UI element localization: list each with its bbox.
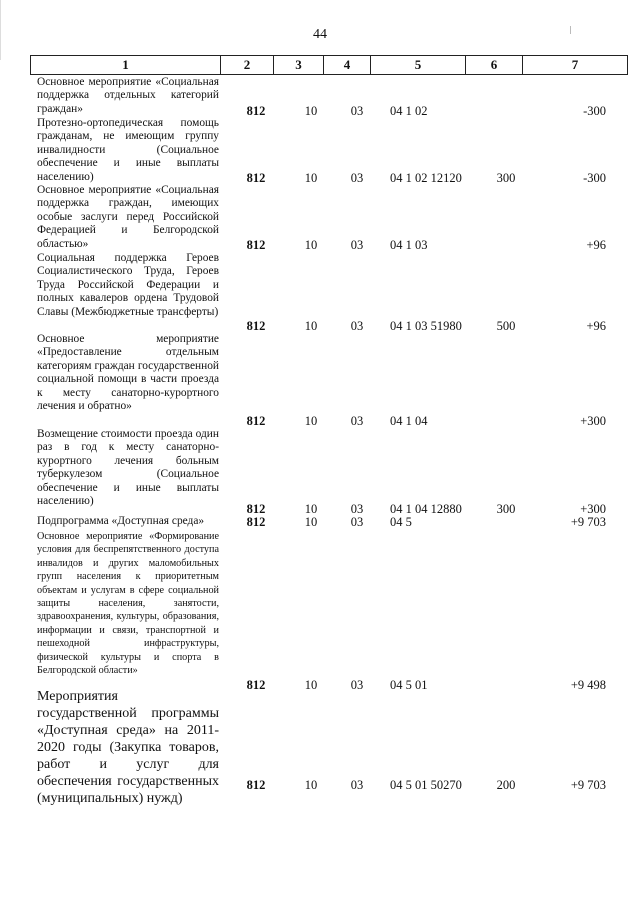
row-subsection: 03 [350, 678, 364, 692]
row-subsection: 03 [350, 515, 364, 529]
row-admin-code: 812 [246, 104, 266, 118]
row-target-article: 04 1 02 12120 [390, 171, 462, 185]
header-col-6: 6 [466, 56, 523, 74]
header-col-1: 1 [31, 56, 221, 74]
header-col-2: 2 [221, 56, 274, 74]
row-section: 10 [304, 238, 318, 252]
row-admin-code: 812 [246, 414, 266, 428]
row-description: Основное мероприятие «Социальная поддержка граждан, имеющих особые заслуги перед Российской Федерацией и Белгородской областью» [37, 184, 219, 250]
row-admin-code: 812 [246, 171, 266, 185]
row-expense-type: 200 [496, 778, 516, 792]
row-section: 10 [304, 678, 318, 692]
row-amount: +96 [586, 238, 606, 252]
row-target-article: 04 1 03 [390, 238, 428, 252]
row-description: Основное мероприятие «Формирование условия для беспрепятственного доступа инвалидов и других маломобильных групп населения к приоритетным объектам и услугам в сфере социальной защиты населения, занятости, здравоохранения, культуры, образования, информации и связи, транспортной и пешеходной инфраструктуры, физической культуры и спорта в Белгородской области» [37, 531, 219, 677]
row-description: Социальная поддержка Героев Социалистического Труда, Героев Труда Российской Федерации и полных кавалеров ордена Трудовой Славы (Межбюджетные трансферты) [37, 252, 219, 318]
row-expense-type: 300 [496, 171, 516, 185]
row-amount: +9 703 [570, 778, 606, 792]
row-expense-type: 300 [496, 502, 516, 516]
row-description: Протезно-ортопедическая помощь гражданам, не имеющим группу инвалидности (Социальное обеспечение и иные выплаты населению) [37, 117, 219, 183]
row-expense-type: 500 [496, 319, 516, 333]
row-amount: +300 [580, 414, 606, 428]
row-description: Основное мероприятие «Социальная поддержка отдельных категорий граждан» [37, 76, 219, 115]
row-target-article: 04 5 [390, 515, 412, 529]
row-target-article: 04 5 01 [390, 678, 428, 692]
row-admin-code: 812 [246, 502, 266, 516]
row-admin-code: 812 [246, 238, 266, 252]
row-target-article: 04 1 04 [390, 414, 428, 428]
row-subsection: 03 [350, 414, 364, 428]
row-amount: -300 [583, 171, 606, 185]
row-description: Мероприятия государственной программы «Доступная среда» на 2011-2020 годы (Закупка товаров, работ и услуг для обеспечения государственных (муниципальных) нужд) [37, 689, 219, 806]
header-col-7: 7 [571, 57, 579, 72]
row-subsection: 03 [350, 319, 364, 333]
row-subsection: 03 [350, 502, 364, 516]
row-subsection: 03 [350, 238, 364, 252]
header-col-3: 3 [274, 56, 324, 74]
row-admin-code: 812 [246, 778, 266, 792]
row-admin-code: 812 [246, 515, 266, 529]
row-section: 10 [304, 414, 318, 428]
row-target-article: 04 1 03 51980 [390, 319, 462, 333]
row-target-article: 04 1 02 [390, 104, 428, 118]
row-description: Основное мероприятие «Предоставление отдельным категориям граждан государственной социальной помощи в части проезда к месту санаторно-курортного лечения и обратно» [37, 333, 219, 413]
row-target-article: 04 1 04 12880 [390, 502, 462, 516]
header-col-4: 4 [324, 56, 371, 74]
row-description: Возмещение стоимости проезда один раз в год к месту санаторно-курортного лечения больным туберкулезом (Социальное обеспечение и иные выплаты населению) [37, 428, 219, 508]
row-section: 10 [304, 778, 318, 792]
row-amount: +9 498 [570, 678, 606, 692]
row-amount: -300 [583, 104, 606, 118]
row-section: 10 [304, 502, 318, 516]
row-section: 10 [304, 104, 318, 118]
row-admin-code: 812 [246, 319, 266, 333]
row-section: 10 [304, 319, 318, 333]
row-amount: +96 [586, 319, 606, 333]
row-subsection: 03 [350, 104, 364, 118]
row-subsection: 03 [350, 778, 364, 792]
page-number: 44 [313, 27, 327, 42]
row-amount: +9 703 [570, 515, 606, 529]
table-header [30, 55, 628, 75]
row-description: Подпрограмма «Доступная среда» [37, 515, 205, 527]
row-section: 10 [304, 171, 318, 185]
scan-edge [0, 0, 1, 60]
row-section: 10 [304, 515, 318, 529]
row-subsection: 03 [350, 171, 364, 185]
row-target-article: 04 5 01 50270 [390, 778, 462, 792]
scan-mark [570, 26, 571, 34]
row-amount: +300 [580, 502, 606, 516]
header-col-5: 5 [371, 56, 466, 74]
row-admin-code: 812 [246, 678, 266, 692]
